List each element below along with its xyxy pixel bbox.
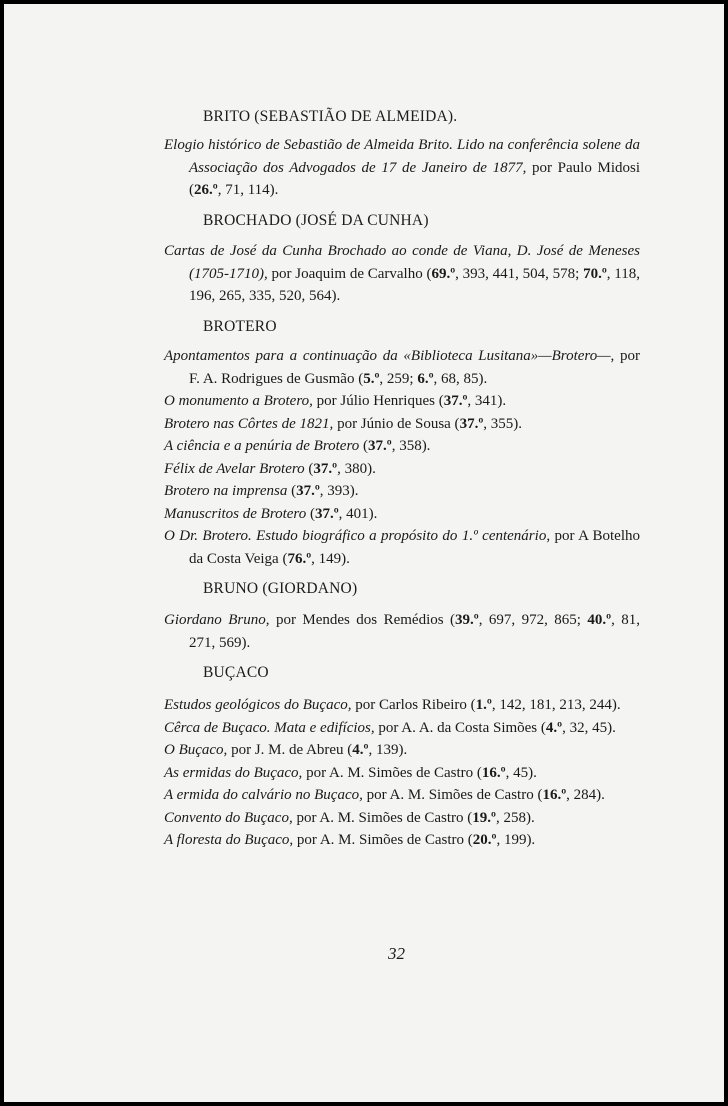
- section-heading-brito: BRITO (SEBASTIÃO DE ALMEIDA).: [203, 108, 458, 125]
- bibliography-entry: [164, 435, 640, 458]
- bibliography-entry: [164, 134, 640, 202]
- entry-title: O Dr. Brotero. Estudo biográfico a propósito do 1.º centenário,: [164, 528, 551, 544]
- bibliography-entry: [164, 717, 640, 740]
- entry-reference: (37.º, 401).: [309, 505, 378, 522]
- entry-title: Apontamentos para a continuação da «Biblioteca Lusitana»—Brotero—,: [164, 348, 615, 364]
- entry-title: Brotero na imprensa: [164, 483, 288, 499]
- entry-reference: por A. M. Simões de Castro (16.º, 284).: [366, 787, 605, 803]
- entry-title: A ermida do calvário no Buçaco,: [164, 787, 363, 803]
- bibliography-entry: [164, 694, 640, 717]
- entry-title: As ermidas do Buçaco,: [164, 764, 303, 781]
- entry-title: O monumento a Brotero,: [164, 393, 313, 409]
- entry-reference: por Júlio Henriques (37.º, 341).: [316, 393, 507, 409]
- entry-reference: por A. A. da Costa Simões (4.º, 32, 45).: [378, 719, 616, 736]
- entry-title: Manuscritos de Brotero: [164, 505, 307, 522]
- section-heading-bruno: BRUNO (GIORDANO): [203, 580, 358, 597]
- entry-reference: por Júnio de Sousa (37.º, 355).: [337, 415, 523, 432]
- entry-title: A ciência e a penúria de Brotero: [164, 438, 360, 454]
- entry-title: Cêrca de Buçaco. Mata e edifícios,: [164, 719, 375, 736]
- entry-title: Brotero nas Côrtes de 1821,: [164, 415, 334, 432]
- bibliography-entry: [164, 762, 640, 785]
- entry-reference: (37.º, 393).: [291, 483, 359, 499]
- bibliography-entry: [164, 503, 640, 526]
- entry-title: A floresta do Buçaco,: [164, 832, 294, 848]
- entry-title: Estudos geológicos do Buçaco,: [164, 697, 352, 713]
- bibliography-entry-list: [164, 345, 640, 570]
- entry-title: Elogio histórico de Sebastião de Almeida Brito. Lido na conferência solene da Associação dos Advogados de 17 de Janeiro de 1877,: [164, 137, 640, 176]
- bibliography-entry-list: [164, 694, 640, 852]
- section-heading-bucaco: BUÇACO: [203, 664, 269, 681]
- entry-reference: por F. A. Rodrigues de Gusmão (5.º, 259; 6.º, 68, 85).: [189, 348, 641, 387]
- entry-reference: por A. M. Simões de Castro (19.º, 258).: [296, 809, 535, 826]
- entry-reference: por J. M. de Abreu (4.º, 139).: [231, 742, 408, 758]
- page-content: [4, 4, 724, 1102]
- entry-reference: por A. M. Simões de Castro (20.º, 199).: [296, 832, 536, 848]
- bibliography-entry: [164, 739, 640, 762]
- bibliography-entry: [164, 413, 640, 436]
- entry-reference: (37.º, 358).: [362, 438, 431, 454]
- entry-title: O Buçaco,: [164, 742, 228, 758]
- entry-reference: por A. M. Simões de Castro (16.º, 45).: [306, 764, 537, 781]
- bibliography-entry: [164, 609, 640, 654]
- entry-reference: por Mendes dos Remédios (39.º, 697, 972, 865; 40.º, 81, 271, 569).: [189, 612, 641, 651]
- bibliography-entry: [164, 829, 640, 852]
- entry-reference: por Carlos Ribeiro (1.º, 142, 181, 213, 244).: [355, 697, 621, 713]
- entry-reference: por Paulo Midosi (26.º, 71, 114).: [189, 159, 640, 198]
- entry-title: Convento do Buçaco,: [164, 809, 293, 826]
- bibliography-entry: [164, 240, 640, 308]
- entry-title: Cartas de José da Cunha Brochado ao conde de Viana, D. José de Meneses (1705-1710),: [164, 243, 640, 282]
- section-heading-brochado: BROCHADO (JOSÉ DA CUNHA): [203, 212, 429, 229]
- entry-reference: por A Botelho da Costa Veiga (76.º, 149).: [189, 528, 641, 567]
- entry-title: Félix de Avelar Brotero: [164, 460, 305, 477]
- bibliography-entry: [164, 345, 640, 390]
- entry-title: Giordano Bruno,: [164, 612, 270, 628]
- document-page: [4, 4, 724, 1102]
- bibliography-entry: [164, 807, 640, 830]
- bibliography-entry: [164, 390, 640, 413]
- page-number: 32: [388, 944, 405, 963]
- bibliography-entry: [164, 480, 640, 503]
- bibliography-entry: [164, 525, 640, 570]
- section-heading-brotero: BROTERO: [203, 318, 277, 335]
- entry-reference: por Joaquim de Carvalho (69.º, 393, 441, 504, 578; 70.º, 118, 196, 265, 335, 520, 564).: [189, 265, 640, 304]
- entry-reference: (37.º, 380).: [308, 460, 376, 477]
- bibliography-entry: [164, 458, 640, 481]
- bibliography-entry: [164, 784, 640, 807]
